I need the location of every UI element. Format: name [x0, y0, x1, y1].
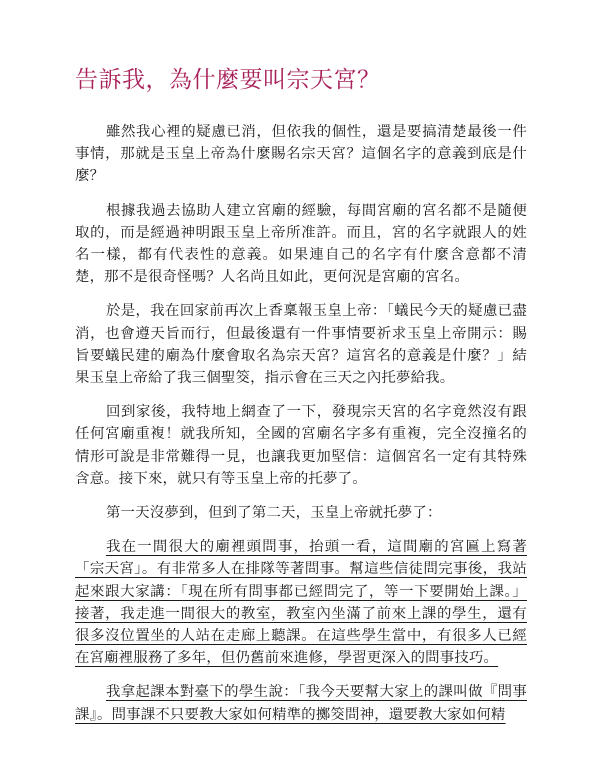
paragraph: 第一天沒夢到，但到了第二天，玉皇上帝就托夢了：: [105, 505, 442, 522]
underlined-paragraph: 我在一間很大的廟裡頭問事，抬頭一看，這間廟的宮匾上寫著「宗天宮」。有非常多人在排隊等著問事。幫這些信徒問完事後，我站起來跟大家講：「現在所有問事都已經問完了，等一下要開始上課。」接著，我走進一間很大的教室，教室內坐滿了前來上課的學生，還有很多沒位置坐的人站在走廊上聽課。在這些學生當中，有很多人已經在宮廟裡服務了多年，但仍舊前來進修，學習更深入的問事技巧。: [75, 539, 527, 667]
paragraph: 雖然我心裡的疑慮已消，但依我的個性，還是要搞清楚最後一件事情，那就是玉皇上帝為什麼賜名宗天宮？這個名字的意義到底是什麼？: [75, 124, 527, 185]
underlined-paragraph: 我拿起課本對臺下的學生說：「我今天要幫大家上的課叫做『問事課』。問事課不只要教大家如何精準的擲筊問神，還要教大家如何精: [75, 684, 527, 723]
paragraph: 於是，我在回家前再次上香稟報玉皇上帝：「蟻民今天的疑慮已盡消，也會遵天旨而行，但最後還有一件事情要祈求玉皇上帝開示：賜旨要蟻民建的廟為什麼會取名為宗天宮？這宮名的意義是什麼？」結果玉皇上帝給了我三個聖筊，指示會在三天之內托夢給我。: [75, 303, 527, 387]
paragraph: 回到家後，我特地上網查了一下，發現宗天宮的名字竟然沒有跟任何宮廟重複！就我所知，全國的宮廟名字多有重複，完全沒撞名的情形可說是非常難得一見，也讓我更加堅信：這個宮名一定有其特殊含意。接下來，就只有等玉皇上帝的托夢了。: [75, 404, 527, 487]
paragraph: 根據我過去協助人建立宮廟的經驗，每間宮廟的宮名都不是隨便取的，而是經過神明跟玉皇上帝所准許。而且，宮的名字就跟人的姓名一樣，都有代表性的意義。如果連自己的名字有什麼含意都不清楚，那不是很奇怪嗎？人名尚且如此，更何況是宮廟的宮名。: [75, 202, 527, 286]
page-title: 告訴我，為什麼要叫宗天宮？: [75, 67, 381, 93]
body-text: [75, 121, 527, 738]
